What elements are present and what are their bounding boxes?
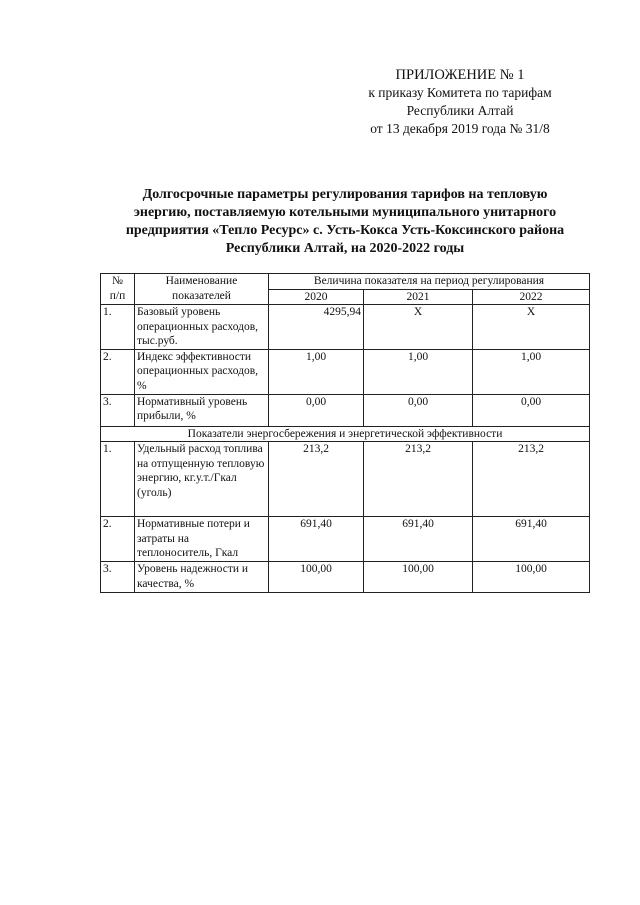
header-name-cell [135,274,269,305]
row-num: 1. [101,442,135,517]
row-value-2021: 691,40 [364,517,473,562]
table-row [101,349,590,394]
appendix-heading: ПРИЛОЖЕНИЕ № 1 [395,67,525,83]
table-row [101,442,590,517]
header-num-cell [101,274,135,305]
header-year-2022: 2022 [473,289,590,305]
document-title [100,186,590,258]
row-num: 3. [101,394,135,426]
header-period-cell: Величина показателя на период регулирования [269,274,590,290]
section-header-row [101,426,590,442]
row-value-2021: 1,00 [364,349,473,394]
row-value-2022: 691,40 [473,517,590,562]
table-header-row [101,274,590,290]
header-name-line-1: Наименование [165,275,238,287]
row-value-2022: 213,2 [473,442,590,517]
table-row [101,305,590,350]
row-num: 3. [101,562,135,593]
title-line-1: Долгосрочные параметры регулирования тарифов на тепловую [142,187,548,202]
parameters-table [100,273,590,593]
row-name: Базовый уровень операционных расходов, тыс.руб. [135,305,269,350]
section-title: Показатели энергосбережения и энергетической эффективности [101,426,590,442]
row-value-2020: 4295,94 [269,305,364,350]
appendix-block [320,66,600,138]
row-value-2021: Х [364,305,473,350]
header-num-line-2: п/п [109,289,126,302]
row-value-2021: 0,00 [364,394,473,426]
row-value-2022: 0,00 [473,394,590,426]
appendix-line-2: Республики Алтай [406,103,514,118]
row-name: Уровень надежности и качества, % [135,562,269,593]
row-value-2020: 691,40 [269,517,364,562]
row-value-2022: 100,00 [473,562,590,593]
title-line-4: Республики Алтай, на 2020-2022 годы [225,241,465,256]
appendix-line-3: от 13 декабря 2019 года № 31/8 [370,121,550,136]
row-value-2022: 1,00 [473,349,590,394]
title-line-3: предприятия «Тепло Ресурс» с. Усть-Кокса Усть-Коксинского района [125,223,565,238]
row-value-2021: 100,00 [364,562,473,593]
row-name: Удельный расход топлива на отпущенную тепловую энергию, кг.у.т./Гкал (уголь) [135,442,269,517]
row-num: 2. [101,517,135,562]
row-name: Индекс эффективности операционных расходов, % [135,349,269,394]
row-value-2020: 1,00 [269,349,364,394]
header-year-2021: 2021 [364,289,473,305]
header-year-2020: 2020 [269,289,364,305]
row-value-2020: 0,00 [269,394,364,426]
header-name-line-2: показателей [172,289,231,302]
appendix-line-1: к приказу Комитета по тарифам [368,85,552,100]
table-row [101,394,590,426]
header-num-line-1: № [112,275,123,287]
row-value-2021: 213,2 [364,442,473,517]
row-value-2020: 100,00 [269,562,364,593]
row-name: Нормативные потери и затраты на теплоноситель, Гкал [135,517,269,562]
row-num: 1. [101,305,135,350]
row-num: 2. [101,349,135,394]
row-value-2022: Х [473,305,590,350]
table-row [101,517,590,562]
title-line-2: энергию, поставляемую котельными муниципального унитарного [133,205,557,220]
row-name: Нормативный уровень прибыли, % [135,394,269,426]
table-row [101,562,590,593]
row-value-2020: 213,2 [269,442,364,517]
